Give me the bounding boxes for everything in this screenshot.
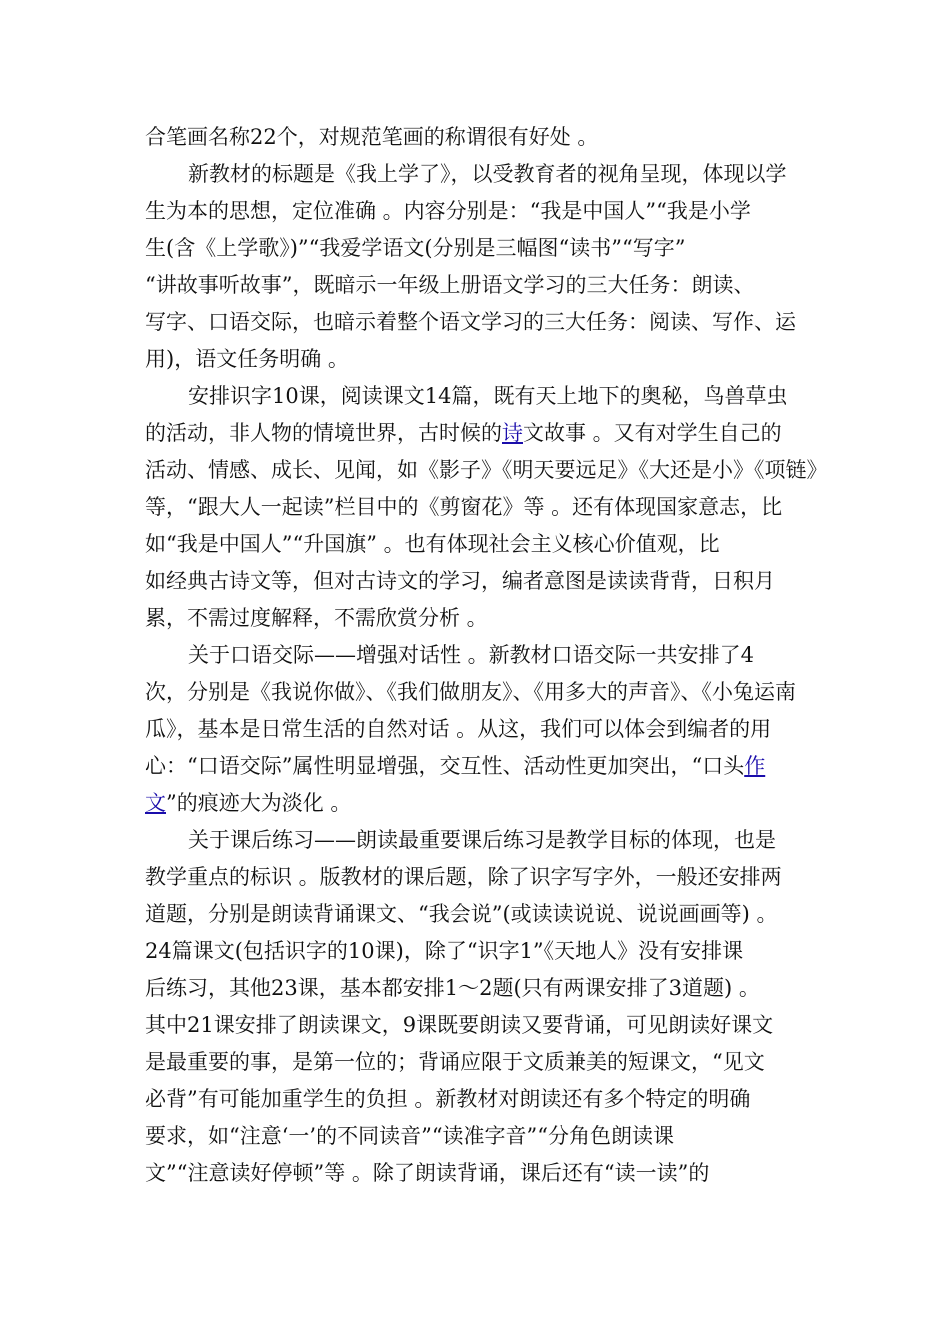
paragraph-start-line [145,822,815,859]
text-line [145,267,815,304]
paragraph-start-line [145,637,815,674]
text-line [145,711,815,748]
line-text: 要求，如“注意‘一’的不同读音”“读准字音”“分角色朗读课 [145,1124,675,1148]
line-text: “讲故事听故事”，既暗示一年级上册语文学习的三大任务：朗读、 [145,273,755,297]
line-text: 用)，语文任务明确 。 [145,347,349,371]
line-text: 的活动，非人物的情境世界，古时候的 [145,421,502,445]
line-text: 安排识字10课，阅读课文14篇，既有天上地下的奥秘，鸟兽草虫 [188,384,788,408]
line-text: 生(含《上学歌》)”“我爱学语文(分别是三幅图“读书”“写字” [145,236,686,260]
line-text: 后练习，其他23课，基本都安排1～2题(只有两课安排了3道题) 。 [145,976,760,1000]
line-text: 文”“注意读好停顿”等 。除了朗读背诵，课后还有“读一读”的 [145,1161,710,1185]
text-line [145,341,815,378]
line-text: 等，“跟大人一起读”栏目中的《剪窗花》等 。还有体现国家意志，比 [145,495,783,519]
text-line [145,859,815,896]
line-text: 累，不需过度解释，不需欣赏分析 。 [145,606,488,630]
text-line [145,563,815,600]
line-text: 关于口语交际——增强对话性 。新教材口语交际一共安排了4 [188,643,755,667]
line-text: 写字、口语交际，也暗示着整个语文学习的三大任务：阅读、写作、运 [145,310,796,334]
line-text: 心：“口语交际”属性明显增强，交互性、活动性更加突出，“口头 [145,754,745,778]
text-line [145,452,828,489]
text-line [145,1118,815,1155]
text-line [145,896,815,933]
line-text: 24篇课文(包括识字的10课)，除了“识字1”《天地人》没有安排课 [145,939,744,963]
line-text: 新教材的标题是《我上学了》，以受教育者的视角呈现，体现以学 [188,162,787,186]
line-text: ”的痕迹大为淡化 。 [166,791,352,815]
text-line [145,748,815,785]
text-line [145,1007,815,1044]
line-text: 合笔画名称22个，对规范笔画的称谓很有好处 。 [145,125,599,149]
text-line [145,970,815,1007]
line-text: 瓜》，基本是日常生活的自然对话 。从这，我们可以体会到编者的用 [145,717,772,741]
text-line [145,933,815,970]
text-line [145,600,815,637]
text-line [145,785,815,822]
link-zuowen-part1[interactable]: 作 [744,754,766,778]
paragraph-start-line [145,378,815,415]
text-line [145,1155,815,1192]
line-text-with-link [145,748,765,785]
text-line [145,415,815,452]
line-text: 如“我是中国人”“升国旗” 。也有体现社会主义核心价值观，比 [145,532,720,556]
line-text: 如经典古诗文等，但对古诗文的学习，编者意图是读读背背，日积月 [145,569,775,593]
text-line [145,119,815,156]
line-text: 是最重要的事，是第一位的；背诵应限于文质兼美的短课文，“见文 [145,1050,765,1074]
text-line [145,674,815,711]
text-line [145,526,815,563]
link-poem[interactable]: 诗 [502,421,523,445]
line-text: 生为本的思想，定位准确 。内容分别是：“我是中国人”“我是小学 [145,199,751,223]
line-text: 关于课后练习——朗读最重要课后练习是教学目标的体现，也是 [188,828,776,852]
text-line [145,1081,815,1118]
line-text: 文故事 。又有对学生自己的 [523,421,782,445]
document-body [145,119,828,1192]
line-text: 其中21课安排了朗读课文，9课既要朗读又要背诵，可见朗读好课文 [145,1013,774,1037]
line-text: 道题，分别是朗读背诵课文、“我会说”(或读读说说、说说画画等) 。 [145,902,778,926]
line-text-with-link [145,415,782,452]
text-line [145,230,815,267]
text-line [145,193,815,230]
link-zuowen-part2[interactable]: 文 [145,791,166,815]
text-line [145,1044,815,1081]
line-text: 必背”有可能加重学生的负担 。新教材对朗读还有多个特定的明确 [145,1087,751,1111]
line-text: 次，分别是《我说你做》、《我们做朋友》、《用多大的声音》、《小兔运南 [145,680,796,704]
line-text: 活动、情感、成长、见闻，如《影子》《明天要远足》《大还是小》《项链》 [145,458,828,482]
text-line [145,489,815,526]
paragraph-start-line [145,156,815,193]
line-text: 教学重点的标识 。版教材的课后题，除了识字写字外，一般还安排两 [145,865,782,889]
text-line [145,304,815,341]
